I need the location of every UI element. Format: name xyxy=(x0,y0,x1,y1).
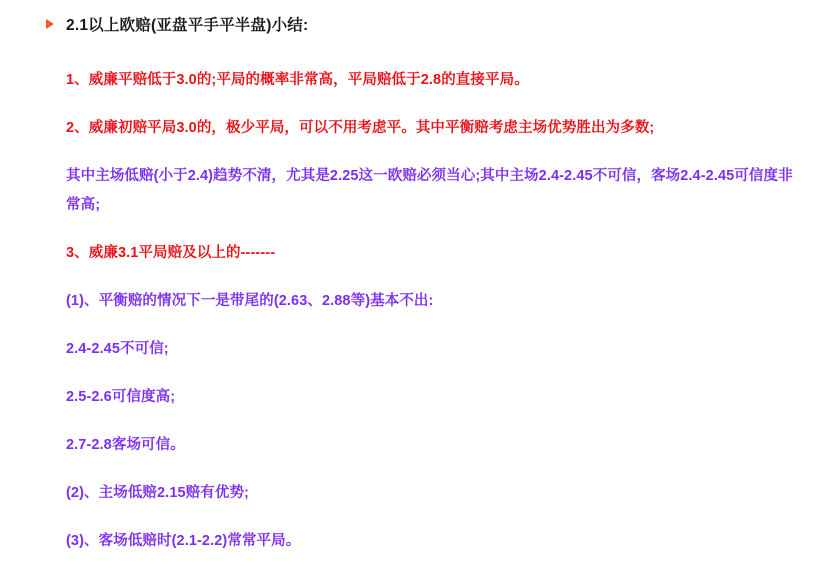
triangle-bullet-icon xyxy=(46,19,54,29)
spacer xyxy=(66,460,800,479)
paragraph-3: 其中主场低赔(小于2.4)趋势不清，尤其是2.25这一欧赔必须当心;其中主场2.4-2.45不可信，客场2.4-2.45可信度非常高; xyxy=(66,168,793,213)
section-heading-text: 2.1以上欧赔(亚盘平手平半盘)小结: xyxy=(66,17,309,34)
section-heading xyxy=(66,16,800,36)
paragraph-6: 2.4-2.45不可信; xyxy=(66,341,169,357)
paragraph-4: 3、威廉3.1平局赔及以上的------- xyxy=(66,245,276,261)
paragraph-8: 2.7-2.8客场可信。 xyxy=(66,437,185,453)
paragraph-7: 2.5-2.6可信度高; xyxy=(66,389,176,405)
spacer xyxy=(66,508,800,527)
spacer xyxy=(66,412,800,431)
spacer xyxy=(66,143,800,162)
spacer xyxy=(66,364,800,383)
spacer xyxy=(66,95,800,114)
spacer xyxy=(66,36,800,66)
paragraph-9: (2)、主场低赔2.15赔有优势; xyxy=(66,485,249,501)
paragraph-10: (3)、客场低赔时(2.1-2.2)常常平局。 xyxy=(66,533,301,549)
spacer xyxy=(66,220,800,239)
spacer xyxy=(66,316,800,335)
spacer xyxy=(66,268,800,287)
paragraph-1: 1、威廉平赔低于3.0的;平局的概率非常高，平局赔低于2.8的直接平局。 xyxy=(66,72,529,88)
paragraph-5: (1)、平衡赔的情况下一是带尾的(2.63、2.88等)基本不出: xyxy=(66,293,434,309)
paragraph-2: 2、威廉初赔平局3.0的，极少平局，可以不用考虑平。其中平衡赔考虑主场优势胜出为多数; xyxy=(66,120,655,136)
